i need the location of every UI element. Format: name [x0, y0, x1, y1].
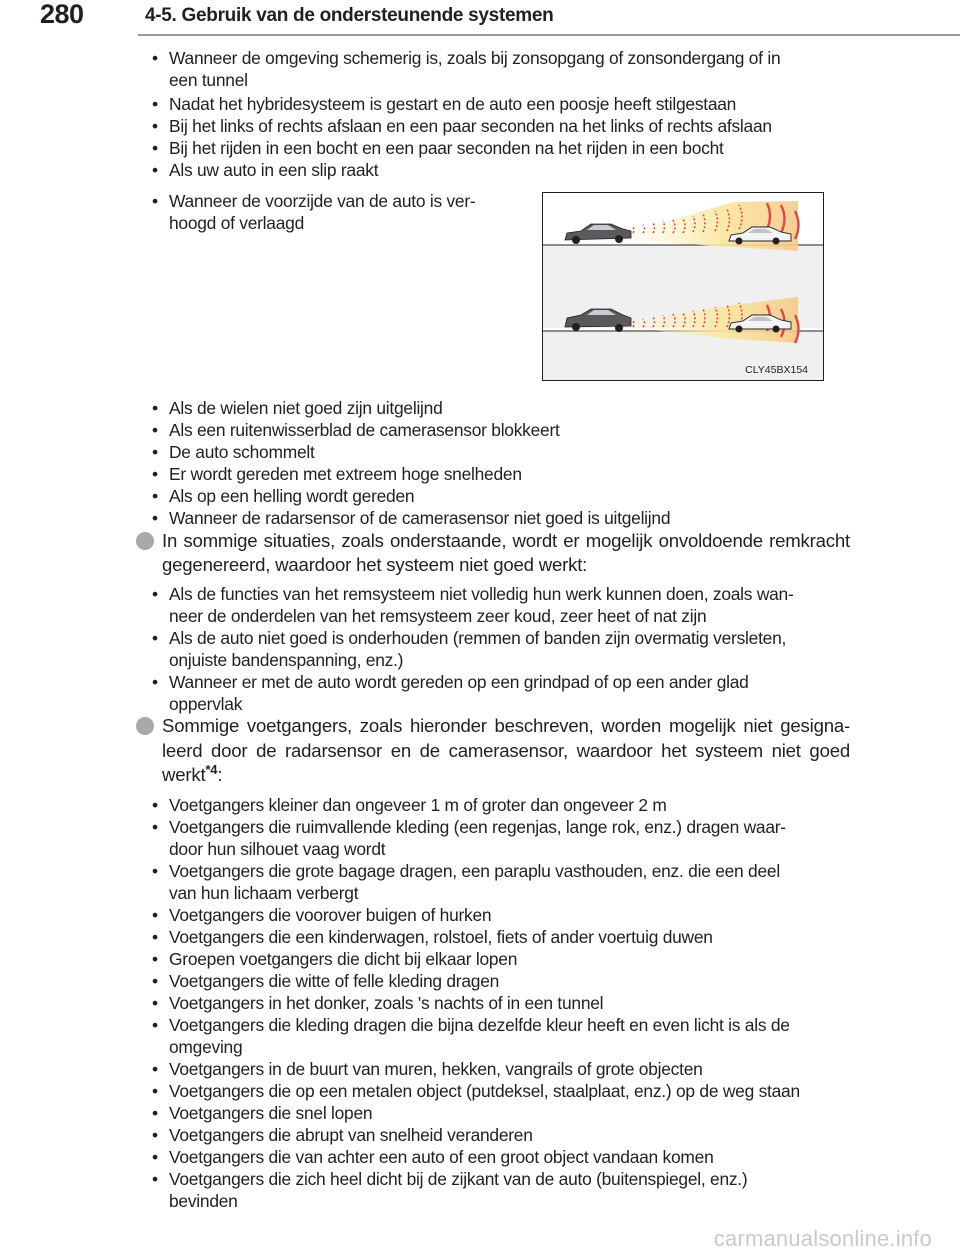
bullet-icon: • — [152, 486, 158, 506]
list-item: • De auto schommelt — [152, 442, 315, 462]
bullet-icon: • — [152, 1059, 158, 1079]
bullet-icon: • — [152, 442, 158, 462]
list-item: • Voetgangers die op een metalen object (putdeksel, staalplaat, enz.) op de weg staan — [152, 1081, 800, 1101]
bullet-icon: • — [152, 1103, 158, 1123]
page-number: 280 — [40, 0, 84, 29]
bullet-icon: • — [152, 927, 158, 947]
list-item: • Bij het links of rechts afslaan en een paar seconden na het links of rechts afslaan — [152, 116, 772, 136]
paragraph-bullet-icon — [136, 532, 154, 550]
list-item: • Voetgangers in de buurt van muren, hekken, vangrails of grote objecten — [152, 1059, 703, 1079]
bullet-icon: • — [152, 1169, 158, 1189]
bullet-icon: • — [152, 584, 158, 604]
bullet-icon: • — [152, 1015, 158, 1035]
bullet-icon: • — [152, 116, 158, 136]
list-item: • Voetgangers die abrupt van snelheid veranderen — [152, 1125, 533, 1145]
bullet-icon: • — [152, 508, 158, 528]
list-item: • Nadat het hybridesysteem is gestart en de auto een poosje heeft stilgestaan — [152, 94, 737, 114]
illustration-svg — [543, 193, 823, 380]
list-item: • Bij het rijden in een bocht en een paar seconden na het rijden in een bocht — [152, 138, 724, 158]
ego-car-icon — [565, 224, 631, 244]
list-item: • Voetgangers die ruimvallende kleding (een regenjas, lange rok, enz.) dragen waar- door hun silhouet vaag wordt — [152, 817, 786, 859]
paragraph-pedestrians: Sommige voetgangers, zoals hieronder beschreven, worden mogelijk niet gesigna-leerd door de radarsensor en de camerasensor, waardoor het systeem niet goed werkt$^{*4}$: — [162, 715, 850, 785]
list-item: • Als een ruitenwisserblad de camerasensor blokkeert — [152, 420, 560, 440]
section-title: 4-5. Gebruik van de ondersteunende systemen — [145, 5, 554, 26]
list-item: • Er wordt gereden met extreem hoge snelheden — [152, 464, 522, 484]
list-item: • Voetgangers die snel lopen — [152, 1103, 373, 1123]
bullet-icon: • — [152, 1081, 158, 1101]
bullet-icon: • — [152, 1147, 158, 1167]
list-item: • Als de wielen niet goed zijn uitgelijnd — [152, 398, 443, 418]
watermark-logo: carmanualsonline.info — [713, 1226, 932, 1251]
list-item: • Voetgangers die zich heel dicht bij de zijkant van de auto (buitenspiegel, enz.) bevinden — [152, 1169, 748, 1211]
paragraph-bullet-icon — [136, 717, 154, 735]
paragraph-brake-force: In sommige situaties, zoals onderstaande, wordt er mogelijk onvoldoende remkracht gegenereerd, waardoor het systeem niet goed werkt: — [162, 530, 850, 575]
bullet-icon: • — [152, 420, 158, 440]
list-item: • Voetgangers in het donker, zoals 's nachts of in een tunnel — [152, 993, 604, 1013]
bullet-icon: • — [152, 1125, 158, 1145]
list-item: • Voetgangers die een kinderwagen, rolstoel, fiets of ander voertuig duwen — [152, 927, 713, 947]
bullet-icon: • — [152, 971, 158, 991]
bullet-icon: • — [152, 191, 158, 211]
list-item: • Voetgangers die kleding dragen die bijna dezelfde kleur heeft en even licht is als de omgeving — [152, 1015, 790, 1057]
header-rule — [138, 34, 960, 36]
bullet-icon: • — [152, 628, 158, 648]
bullet-icon: • — [152, 138, 158, 158]
vehicle-height-illustration — [542, 192, 824, 381]
footnote-ref: *4 — [205, 761, 218, 777]
bullet-icon: • — [152, 993, 158, 1013]
bullet-icon: • — [152, 94, 158, 114]
list-item: • Groepen voetgangers die dicht bij elkaar lopen — [152, 949, 518, 969]
list-item: • Als uw auto in een slip raakt — [152, 160, 379, 180]
bullet-icon: • — [152, 905, 158, 925]
list-item: • Wanneer de radarsensor of de camerasensor niet goed is uitgelijnd — [152, 508, 671, 528]
list-item: • Voetgangers die van achter een auto of een groot object vandaan komen — [152, 1147, 714, 1167]
bullet-icon: • — [152, 160, 158, 180]
list-item: • Voetgangers die witte of felle kleding dragen — [152, 971, 500, 991]
bullet-icon: • — [152, 949, 158, 969]
list-item: • Voetgangers die grote bagage dragen, een paraplu vasthouden, enz. die een deel van hun lichaam verbergt — [152, 861, 780, 903]
list-item: • Als de functies van het remsysteem niet volledig hun werk kunnen doen, zoals wan- neer de onderdelen van het remsysteem zeer koud, zeer heet of nat zijn — [152, 584, 794, 626]
bullet-icon: • — [152, 672, 158, 692]
list-item: • Voetgangers die voorover buigen of hurken — [152, 905, 492, 925]
list-item: • Wanneer er met de auto wordt gereden op een grindpad of op een ander glad oppervlak — [152, 672, 749, 714]
list-item: • Voetgangers kleiner dan ongeveer 1 m of groter dan ongeveer 2 m — [152, 795, 667, 815]
bullet-icon: • — [152, 817, 158, 837]
bullet-icon: • — [152, 861, 158, 881]
page-header — [0, 0, 960, 40]
bullet-icon: • — [152, 795, 158, 815]
figure-list-item: • Wanneer de voorzijde van de auto is ver- hoogd of verlaagd — [152, 191, 476, 233]
bullet-icon: • — [152, 398, 158, 418]
radar-beam — [623, 201, 798, 251]
list-item: • Wanneer de omgeving schemerig is, zoals bij zonsopgang of zonsondergang of in een tunnel — [152, 48, 781, 90]
figure-code: CLY45BX154 — [745, 364, 808, 376]
list-item: • Als de auto niet goed is onderhouden (remmen of banden zijn overmatig versleten, onjuiste bandenspanning, enz.) — [152, 628, 787, 670]
list-item: • Als op een helling wordt gereden — [152, 486, 415, 506]
bullet-icon: • — [152, 464, 158, 484]
bullet-icon: • — [152, 48, 158, 68]
